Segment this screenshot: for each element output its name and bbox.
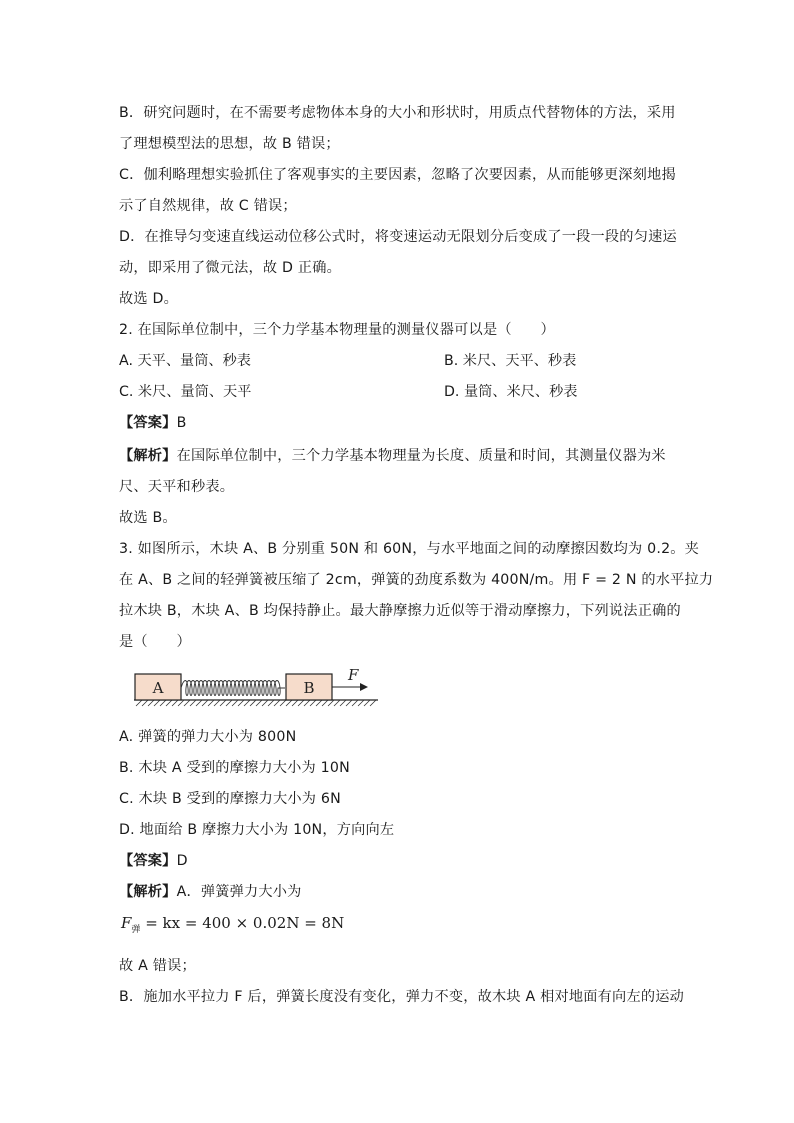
text-line: B．施加水平拉力 F 后，弹簧长度没有变化，弹力不变，故木块 A 相对地面有向左的运动 bbox=[119, 989, 684, 1005]
q2-option-b: B. 米尺、天平、秒表 bbox=[444, 353, 577, 369]
spring-blocks-figure bbox=[132, 664, 382, 710]
q3-option-a: A. 弹簧的弹力大小为 800N bbox=[119, 729, 297, 745]
answer-value: D bbox=[176, 853, 188, 869]
q2-answer bbox=[119, 413, 187, 433]
text-line: 故选 D。 bbox=[119, 291, 178, 307]
q3-option-d: D. 地面给 B 摩擦力大小为 10N，方向向左 bbox=[119, 822, 395, 838]
force-arrow-head bbox=[360, 683, 368, 691]
q2-option-a: A. 天平、量筒、秒表 bbox=[119, 353, 251, 369]
text-line: C．伽利略理想实验抓住了客观事实的主要因素，忽略了次要因素，从而能够更深刻地揭 bbox=[119, 167, 676, 183]
text-line: 拉木块 B，木块 A、B 均保持静止。最大静摩擦力近似等于滑动摩擦力，下列说法正确的 bbox=[119, 603, 681, 619]
question-2-stem: 2. 在国际单位制中，三个力学基本物理量的测量仪器可以是（ ） bbox=[119, 322, 555, 338]
text-line: 示了自然规律，故 C 错误； bbox=[119, 198, 297, 214]
force-label: F bbox=[348, 666, 359, 684]
q3-answer bbox=[119, 851, 188, 871]
text-line: 故选 B。 bbox=[119, 510, 177, 526]
formula-body: = kx = 400 × 0.02N = 8N bbox=[140, 914, 345, 932]
text-line: 尺、天平和秒表。 bbox=[119, 479, 235, 495]
text-line: 是（ ） bbox=[119, 634, 191, 650]
text-line: 了理想模型法的思想，故 B 错误； bbox=[119, 136, 340, 152]
analysis-text: A．弹簧弹力大小为 bbox=[176, 884, 302, 900]
spring-force-formula bbox=[121, 914, 344, 935]
q2-analysis bbox=[119, 446, 666, 466]
text-line: B．研究问题时，在不需要考虑物体本身的大小和形状时，用质点代替物体的方法，采用 bbox=[119, 105, 676, 121]
q3-analysis bbox=[119, 882, 302, 902]
ground-hatching bbox=[136, 700, 376, 706]
analysis-tag: 【解析】 bbox=[119, 448, 177, 464]
answer-value: B bbox=[176, 415, 187, 431]
q3-option-c: C. 木块 B 受到的摩擦力大小为 6N bbox=[119, 791, 341, 807]
analysis-text: 在国际单位制中，三个力学基本物理量为长度、质量和时间，其测量仪器为米 bbox=[176, 448, 666, 464]
block-b-label: B bbox=[303, 679, 315, 697]
q3-option-b: B. 木块 A 受到的摩擦力大小为 10N bbox=[119, 760, 350, 776]
formula-symbol: F bbox=[121, 914, 132, 932]
q2-option-d: D. 量筒、米尺、秒表 bbox=[444, 384, 578, 400]
q2-option-c: C. 米尺、量筒、天平 bbox=[119, 384, 252, 400]
question-3-stem: 3. 如图所示，木块 A、B 分别重 50N 和 60N，与水平地面之间的动摩擦因数均为 0.2。夹 bbox=[119, 541, 700, 557]
text-line: 在 A、B 之间的轻弹簧被压缩了 2cm，弹簧的劲度系数为 400N/m。用 F = 2 N 的水平拉力 bbox=[119, 572, 714, 588]
answer-tag: 【答案】 bbox=[119, 853, 177, 869]
spring bbox=[181, 681, 285, 696]
block-a-label: A bbox=[152, 679, 164, 697]
text-line: D．在推导匀变速直线运动位移公式时，将变速运动无限划分后变成了一段一段的匀速运 bbox=[119, 229, 677, 245]
analysis-tag: 【解析】 bbox=[119, 884, 177, 900]
text-line: 动，即采用了微元法，故 D 正确。 bbox=[119, 260, 341, 276]
text-line: 故 A 错误； bbox=[119, 958, 196, 974]
formula-subscript: 弹 bbox=[131, 925, 141, 935]
answer-tag: 【答案】 bbox=[119, 415, 177, 431]
